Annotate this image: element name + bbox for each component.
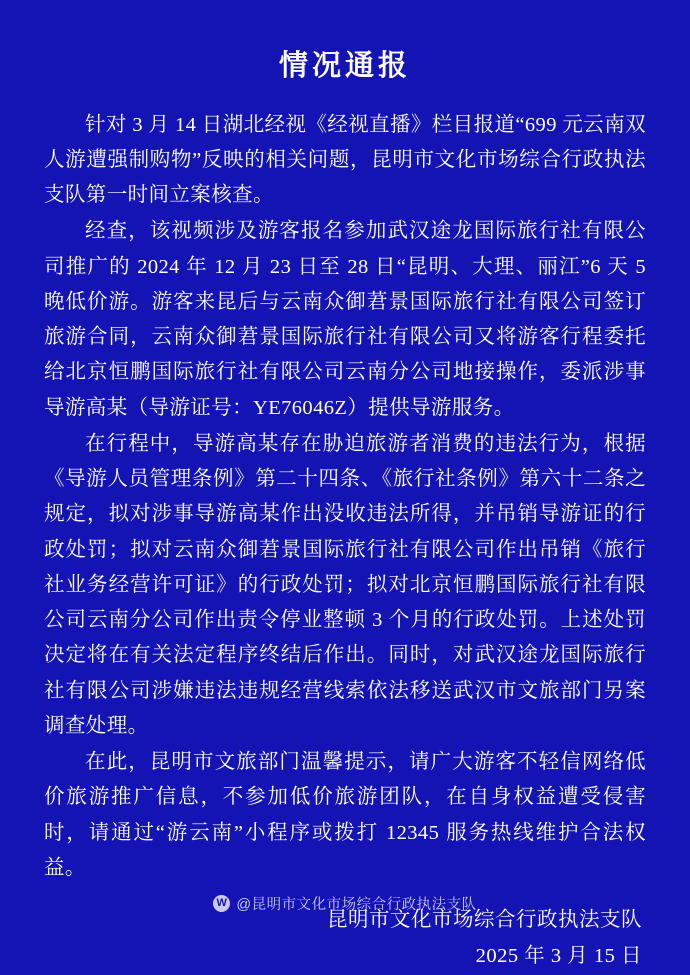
page-title: 情况通报 — [278, 50, 411, 82]
signature-date: 2025 年 3 月 15 日 — [475, 945, 642, 968]
paragraph-4: 在此，昆明市文旅部门温馨提示，请广大游客不轻信网络低价旅游推广信息，不参加低价旅游团队，在自身权益遭受侵害时，请通过“游云南”小程序或拨打 12345 服务热线维护合法权益。 — [44, 751, 646, 879]
signature-issuer: 昆明市文化市场综合行政执法支队 — [327, 909, 642, 932]
watermark-account: @昆明市文化市场综合行政执法支队 — [236, 897, 477, 913]
paragraph-3: 在行程中，导游高某存在胁迫旅游者消费的违法行为，根据《导游人员管理条例》第二十四条、《旅行社条例》第六十二条之规定，拟对涉事导游高某作出没收违法所得，并吊销导游证的行政处罚；拟对云南众御莙景国际旅行社有限公司作出吊销《旅行社业务经营许可证》的行政处罚；拟对北京恒鹏国际旅行社有限公司云南分公司作出责令停业整顿 3 个月的行政处罚。上述处罚决定将在有关法定程序终结后作出。同时，对武汉途龙国际旅行社有限公司涉嫌违法违规经营线索依法移送武汉市文旅部门另案调查处理。 — [44, 432, 646, 737]
paragraph-1: 针对 3 月 14 日湖北经视《经视直播》栏目报道“699 元云南双人游遭强制购物”反映的相关问题，昆明市文化市场综合行政执法支队第一时间立案核查。 — [44, 113, 646, 207]
paragraph-2: 经查，该视频涉及游客报名参加武汉途龙国际旅行社有限公司推广的 2024 年 12 月 23 日至 28 日“昆明、大理、丽江”6 天 5 晚低价游。游客来昆后与云南众御莙景国际旅行社有限公司签订旅游合同，云南众御莙景国际旅行社有限公司又将游客行程委托给北京恒鹏国际旅行社有限公司云南分公司地接操作，委派涉事导游高某（导游证号：YE76046Z）提供导游服务。 — [44, 220, 646, 419]
document-body — [44, 108, 646, 888]
weibo-icon: W — [213, 895, 230, 912]
watermark — [0, 893, 690, 914]
